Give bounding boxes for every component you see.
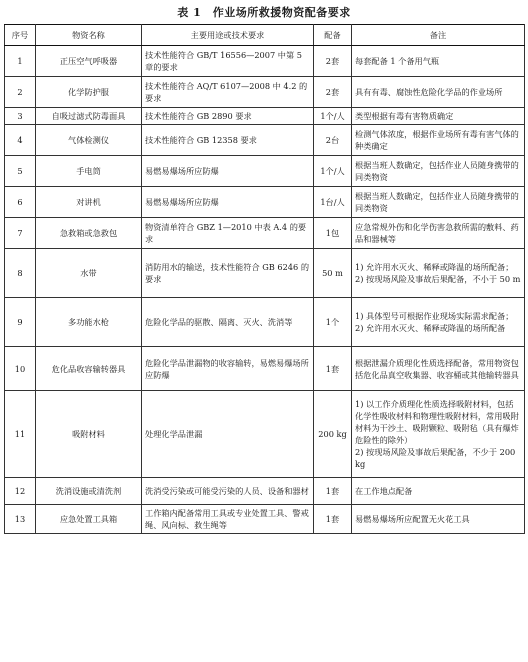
item-quantity: 200 kg bbox=[314, 391, 352, 478]
item-quantity: 1个/人 bbox=[314, 108, 352, 125]
table-row bbox=[5, 77, 525, 108]
item-requirement: 技术性能符合 GB/T 16556—2007 中第 5 章的要求 bbox=[142, 46, 314, 77]
item-quantity: 1台/人 bbox=[314, 187, 352, 218]
table-row bbox=[5, 478, 525, 505]
table-row bbox=[5, 108, 525, 125]
table-row bbox=[5, 156, 525, 187]
item-note: 根据当班人数确定，包括作业人员随身携带的同类物资 bbox=[352, 156, 525, 187]
item-note: 1) 允许用水灭火、稀释或降温的场所配备； 2) 按现场风险及事故后果配备，不小于 50 m bbox=[352, 249, 525, 298]
item-name: 化学防护服 bbox=[36, 77, 142, 108]
item-quantity: 2套 bbox=[314, 46, 352, 77]
table-row bbox=[5, 46, 525, 77]
item-note: 类型根据有毒有害物质确定 bbox=[352, 108, 525, 125]
table-row bbox=[5, 391, 525, 478]
table-row bbox=[5, 125, 525, 156]
item-note: 每套配备 1 个备用气瓶 bbox=[352, 46, 525, 77]
row-number: 4 bbox=[5, 125, 36, 156]
table-body bbox=[5, 46, 525, 534]
item-note: 在工作地点配备 bbox=[352, 478, 525, 505]
item-quantity: 1个 bbox=[314, 298, 352, 347]
row-number: 12 bbox=[5, 478, 36, 505]
item-quantity: 50 m bbox=[314, 249, 352, 298]
item-note: 应急常规外伤和化学伤害急救所需的敷料、药品和器械等 bbox=[352, 218, 525, 249]
item-note: 易燃易爆场所应配置无火花工具 bbox=[352, 505, 525, 534]
item-name: 急救箱或急救包 bbox=[36, 218, 142, 249]
table-row bbox=[5, 298, 525, 347]
item-note: 1) 具体型号可根据作业现场实际需求配备； 2) 允许用水灭火、稀释或降温的场所配备 bbox=[352, 298, 525, 347]
row-number: 7 bbox=[5, 218, 36, 249]
item-requirement: 技术性能符合 GB 2890 要求 bbox=[142, 108, 314, 125]
header-requirement: 主要用途或技术要求 bbox=[142, 25, 314, 46]
item-note: 检测气体浓度，根据作业场所有毒有害气体的种类确定 bbox=[352, 125, 525, 156]
item-quantity: 2台 bbox=[314, 125, 352, 156]
table-row bbox=[5, 505, 525, 534]
item-quantity: 1套 bbox=[314, 505, 352, 534]
header-note: 备注 bbox=[352, 25, 525, 46]
item-name: 气体检测仪 bbox=[36, 125, 142, 156]
item-quantity: 2套 bbox=[314, 77, 352, 108]
row-number: 10 bbox=[5, 347, 36, 391]
item-requirement: 物资清单符合 GBZ 1—2010 中表 A.4 的要求 bbox=[142, 218, 314, 249]
row-number: 5 bbox=[5, 156, 36, 187]
item-quantity: 1包 bbox=[314, 218, 352, 249]
item-requirement: 处理化学品泄漏 bbox=[142, 391, 314, 478]
table-row bbox=[5, 218, 525, 249]
item-name: 洗消设施或清洗剂 bbox=[36, 478, 142, 505]
item-name: 正压空气呼吸器 bbox=[36, 46, 142, 77]
row-number: 3 bbox=[5, 108, 36, 125]
item-quantity: 1套 bbox=[314, 347, 352, 391]
row-number: 8 bbox=[5, 249, 36, 298]
item-quantity: 1套 bbox=[314, 478, 352, 505]
item-name: 多功能水枪 bbox=[36, 298, 142, 347]
table-title: 表 1 作业场所救援物资配备要求 bbox=[177, 6, 351, 19]
table-row bbox=[5, 347, 525, 391]
item-note: 根据当班人数确定，包括作业人员随身携带的同类物资 bbox=[352, 187, 525, 218]
header-row bbox=[5, 25, 525, 46]
header-quantity: 配备 bbox=[314, 25, 352, 46]
item-name: 吸附材料 bbox=[36, 391, 142, 478]
item-name: 对讲机 bbox=[36, 187, 142, 218]
row-number: 6 bbox=[5, 187, 36, 218]
item-name: 自吸过滤式防毒面具 bbox=[36, 108, 142, 125]
row-number: 2 bbox=[5, 77, 36, 108]
item-note: 根据泄漏介质理化性质选择配备，常用物资包括危化品真空收集器、收容桶或其他输转器具 bbox=[352, 347, 525, 391]
row-number: 11 bbox=[5, 391, 36, 478]
item-name: 水带 bbox=[36, 249, 142, 298]
rescue-supplies-table bbox=[4, 24, 525, 534]
item-name: 应急处置工具箱 bbox=[36, 505, 142, 534]
header-name: 物资名称 bbox=[36, 25, 142, 46]
table-row bbox=[5, 249, 525, 298]
row-number: 13 bbox=[5, 505, 36, 534]
item-requirement: 消防用水的输送，技术性能符合 GB 6246 的要求 bbox=[142, 249, 314, 298]
header-no: 序号 bbox=[5, 25, 36, 46]
row-number: 1 bbox=[5, 46, 36, 77]
item-requirement: 危险化学品泄漏物的收容输转，易燃易爆场所应防爆 bbox=[142, 347, 314, 391]
item-requirement: 技术性能符合 GB 12358 要求 bbox=[142, 125, 314, 156]
item-name: 危化品收容输转器具 bbox=[36, 347, 142, 391]
item-requirement: 洗消受污染或可能受污染的人员、设备和器材 bbox=[142, 478, 314, 505]
item-requirement: 危险化学品的驱散、隔离、灭火、洗消等 bbox=[142, 298, 314, 347]
table-row bbox=[5, 187, 525, 218]
row-number: 9 bbox=[5, 298, 36, 347]
item-quantity: 1个/人 bbox=[314, 156, 352, 187]
item-requirement: 技术性能符合 AQ/T 6107—2008 中 4.2 的要求 bbox=[142, 77, 314, 108]
item-note: 1) 以工作介质理化性质选择吸附材料，包括化学性吸收材料和物理性吸附材料，常用吸附材料为干沙土、吸附颗粒、吸附毡（具有爆炸危险性的除外） 2) 按现场风险及事故后果配备，不少于 200 kg bbox=[352, 391, 525, 478]
item-requirement: 工作箱内配备常用工具或专业处置工具、警戒绳、风向标、救生绳等 bbox=[142, 505, 314, 534]
item-note: 具有有毒、腐蚀性危险化学品的作业场所 bbox=[352, 77, 525, 108]
item-requirement: 易燃易爆场所应防爆 bbox=[142, 187, 314, 218]
item-name: 手电筒 bbox=[36, 156, 142, 187]
item-requirement: 易燃易爆场所应防爆 bbox=[142, 156, 314, 187]
